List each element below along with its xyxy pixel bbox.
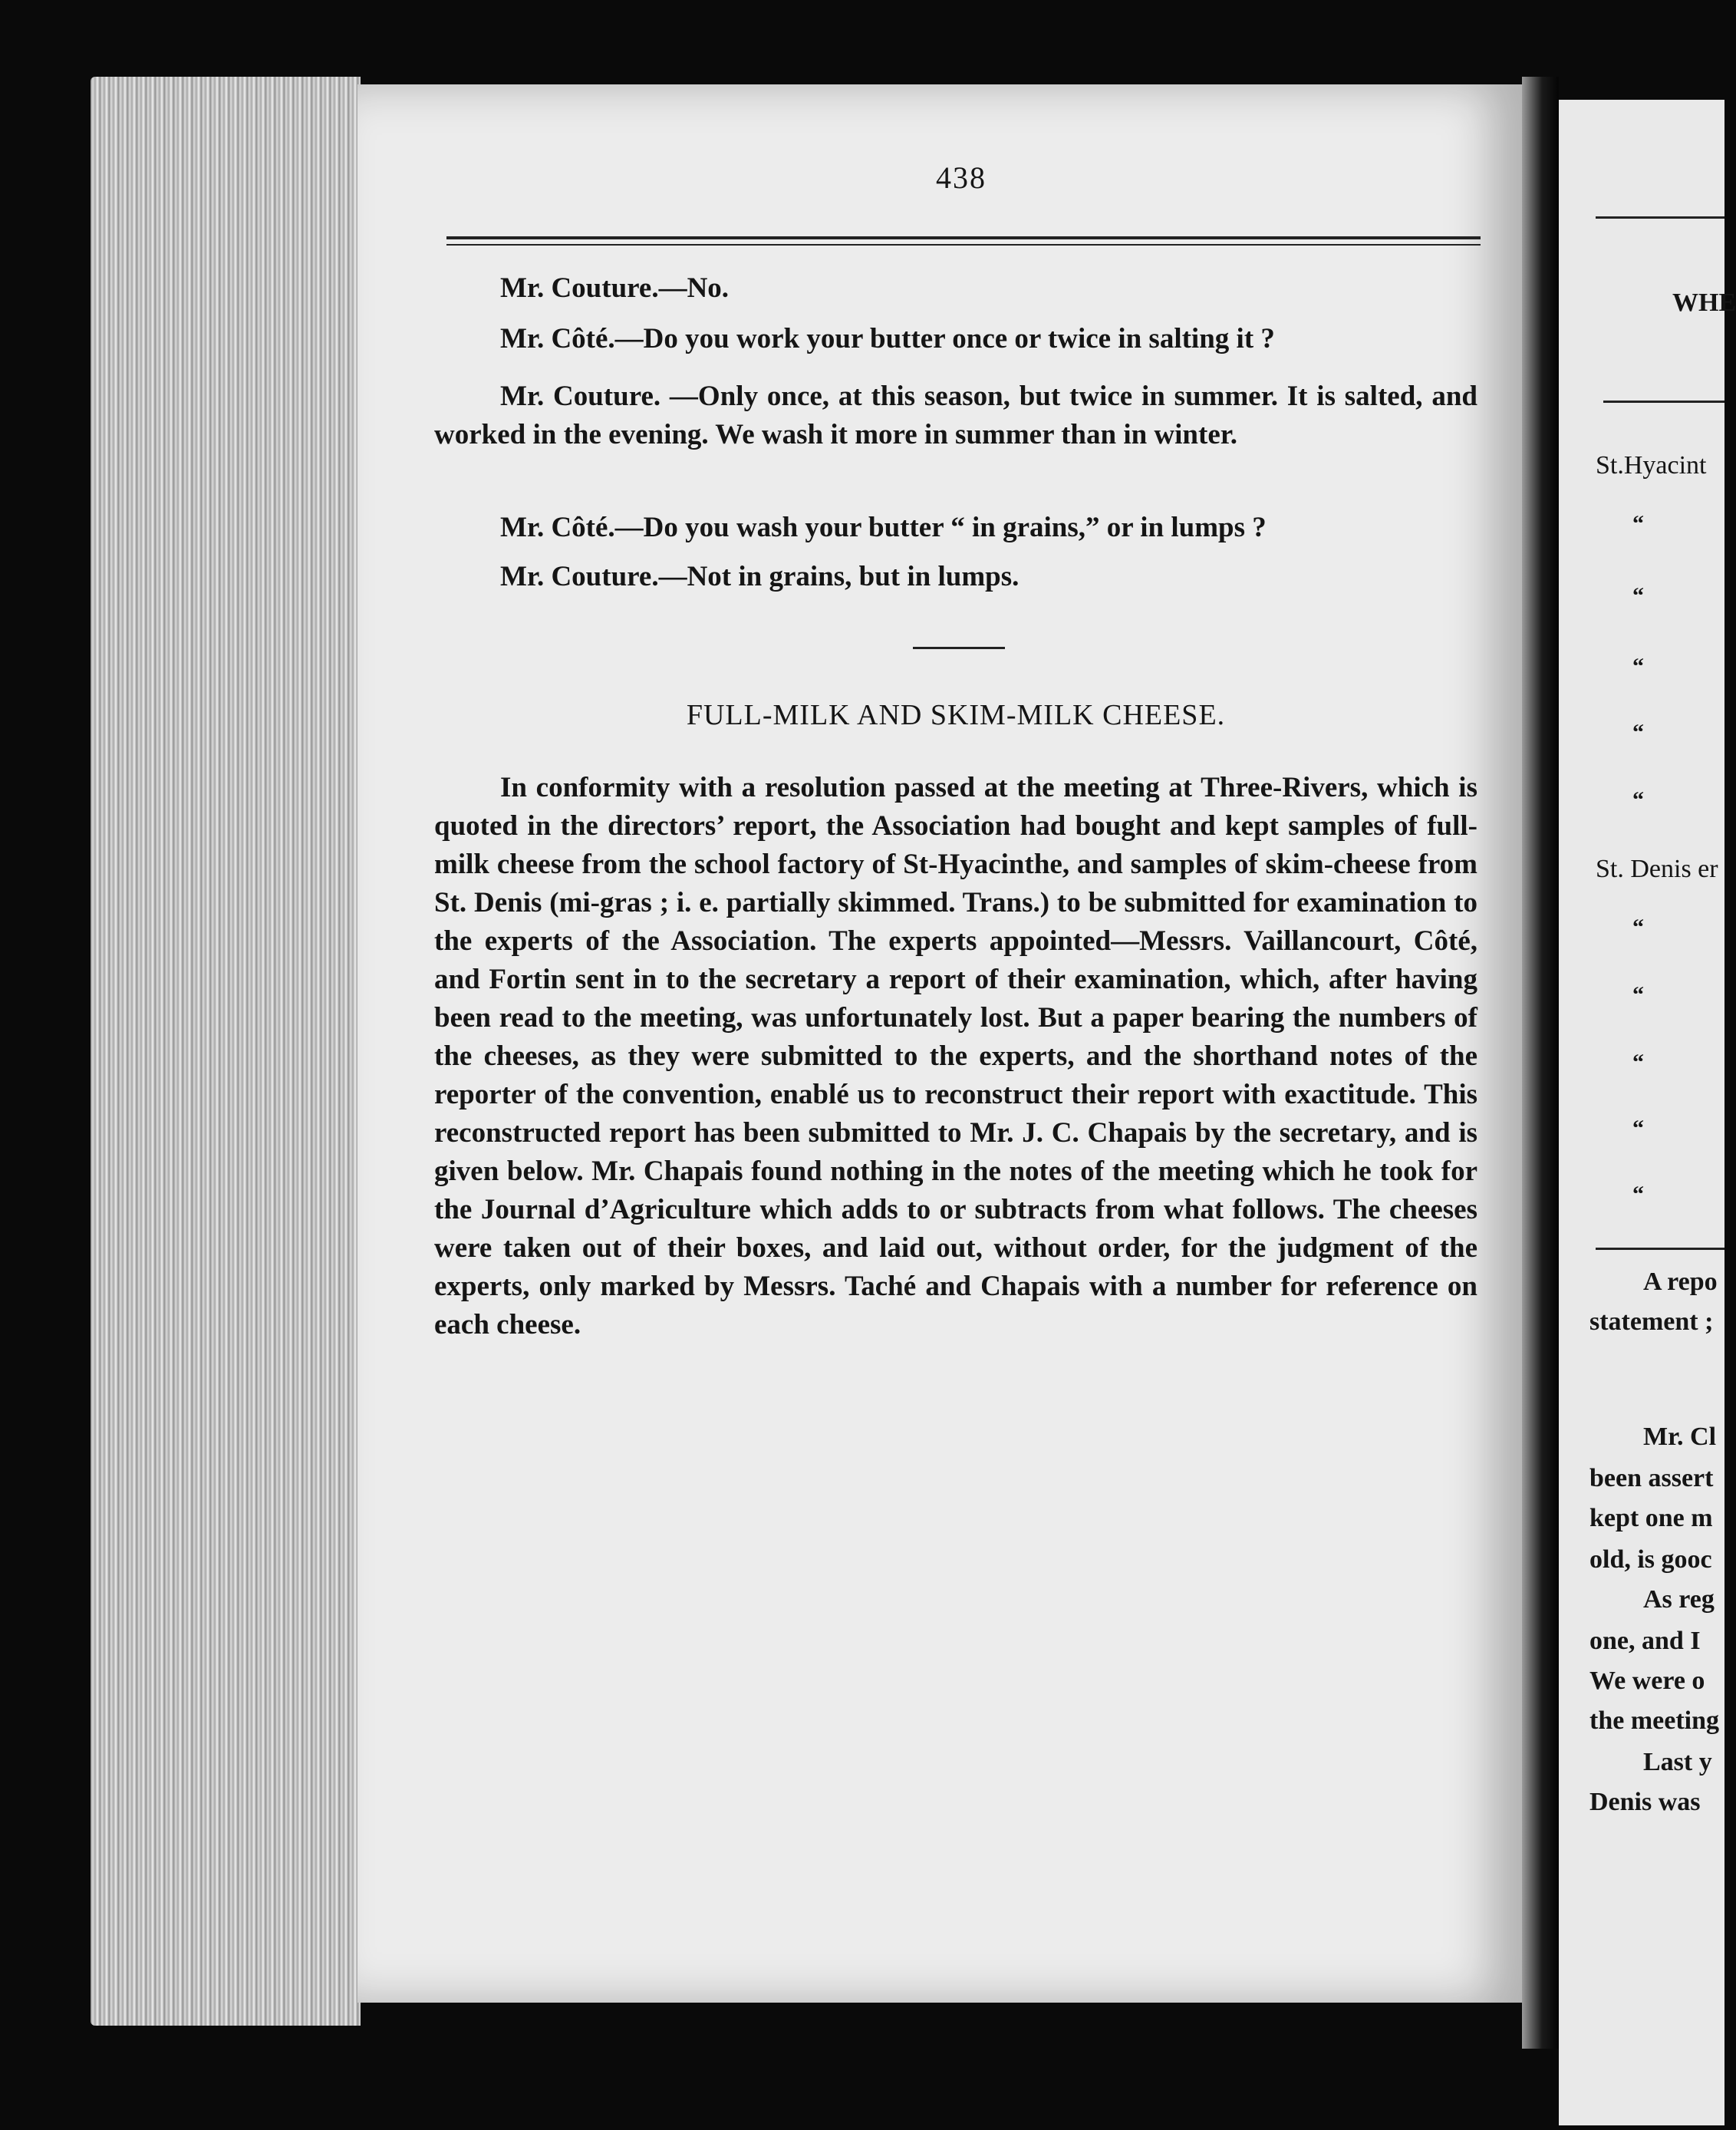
header-rule-top <box>446 236 1481 239</box>
section-divider <box>913 647 1005 649</box>
ditto-mark: “ <box>1632 654 1644 679</box>
right-page-text: been assert <box>1589 1464 1714 1492</box>
ditto-mark: “ <box>1632 982 1644 1007</box>
right-page-rule-top <box>1596 216 1724 219</box>
right-page-text: old, is gooc <box>1589 1545 1712 1574</box>
right-page-text: statement ; <box>1589 1307 1714 1336</box>
right-page-text: Last y <box>1643 1748 1712 1776</box>
header-rule-bottom <box>446 244 1481 246</box>
body-text: In conformity with a resolution passed at the meeting at Three-Rivers, which is quoted in the directors’ report, the Association had bought and kept samples of full-milk cheese from the school factory of St-Hyacinthe, and samples of skim-cheese from St. Denis (mi-gras ; i. e. partially skimmed. Trans.) to be submitted for examination to the experts of the Association. The experts appointed—Messrs. Vaillancourt, Côté, and Fortin sent in to the secretary a report of their examination, which, after having been read to the meeting, was unfortunately lost. But a paper bearing the numbers of the cheeses, as they were submitted to the experts, and the shorthand notes of the reporter of the convention, enablé us to reconstruct their report with exactitude. This reconstructed report has been submitted to Mr. J. C. Chapais by the secretary, and is given below. Mr. Chapais found nothing in the notes of the meeting which he took for the Journal d’Agriculture which adds to or subtracts from what follows. The cheeses were taken out of their boxes, and laid out, without order, for the judgment of the experts, only marked by Messrs. Taché and Chapais with a number for reference on each cheese. <box>434 772 1477 1340</box>
ditto-mark: “ <box>1632 1182 1644 1207</box>
page-number: 438 <box>936 160 987 195</box>
dialogue-paragraph <box>434 378 1477 454</box>
ditto-mark: “ <box>1632 511 1644 536</box>
right-page-text: Denis was <box>1589 1788 1701 1816</box>
dialogue-line: Mr. Couture. —Only once, at this season, but twice in summer. It is salted, and worked in the evening. We wash it more in summer than in winter. <box>434 381 1477 450</box>
right-page-text: kept one m <box>1589 1504 1713 1532</box>
right-page-rule-mid <box>1603 401 1724 403</box>
body-paragraph <box>434 769 1477 1344</box>
ditto-mark: “ <box>1632 1050 1644 1075</box>
section-heading: FULL-MILK AND SKIM-MILK CHEESE. <box>686 699 1226 731</box>
ditto-mark: “ <box>1632 1116 1644 1141</box>
table-row-label: St. Denis er <box>1596 855 1718 883</box>
right-page <box>1559 100 1736 2125</box>
right-page-text: Mr. Cl <box>1643 1423 1717 1451</box>
dialogue-line: Mr. Côté.—Do you wash your butter “ in grains,” or in lumps ? <box>500 512 1267 543</box>
ditto-mark: “ <box>1632 915 1644 940</box>
ditto-mark: “ <box>1632 720 1644 745</box>
ditto-mark: “ <box>1632 787 1644 813</box>
dialogue-line: Mr. Côté.—Do you work your butter once or twice in salting it ? <box>500 323 1275 354</box>
dialogue-line: Mr. Couture.—Not in grains, but in lumps. <box>500 561 1020 592</box>
table-row-label: St.Hyacint <box>1596 451 1707 480</box>
right-page-text: one, and I <box>1589 1627 1701 1655</box>
dialogue-line: Mr. Couture.—No. <box>500 272 730 304</box>
right-page-header: WHE <box>1672 289 1736 317</box>
book-gutter <box>1522 77 1559 2049</box>
right-page-text: the meeting <box>1589 1706 1720 1735</box>
right-page-text: A repo <box>1643 1268 1718 1296</box>
ditto-mark: “ <box>1632 583 1644 608</box>
right-page-rule-bottom <box>1596 1248 1724 1250</box>
right-page-text: As reg <box>1643 1585 1715 1614</box>
page-edge-stack <box>91 77 361 2026</box>
right-page-text: We were o <box>1589 1667 1705 1695</box>
